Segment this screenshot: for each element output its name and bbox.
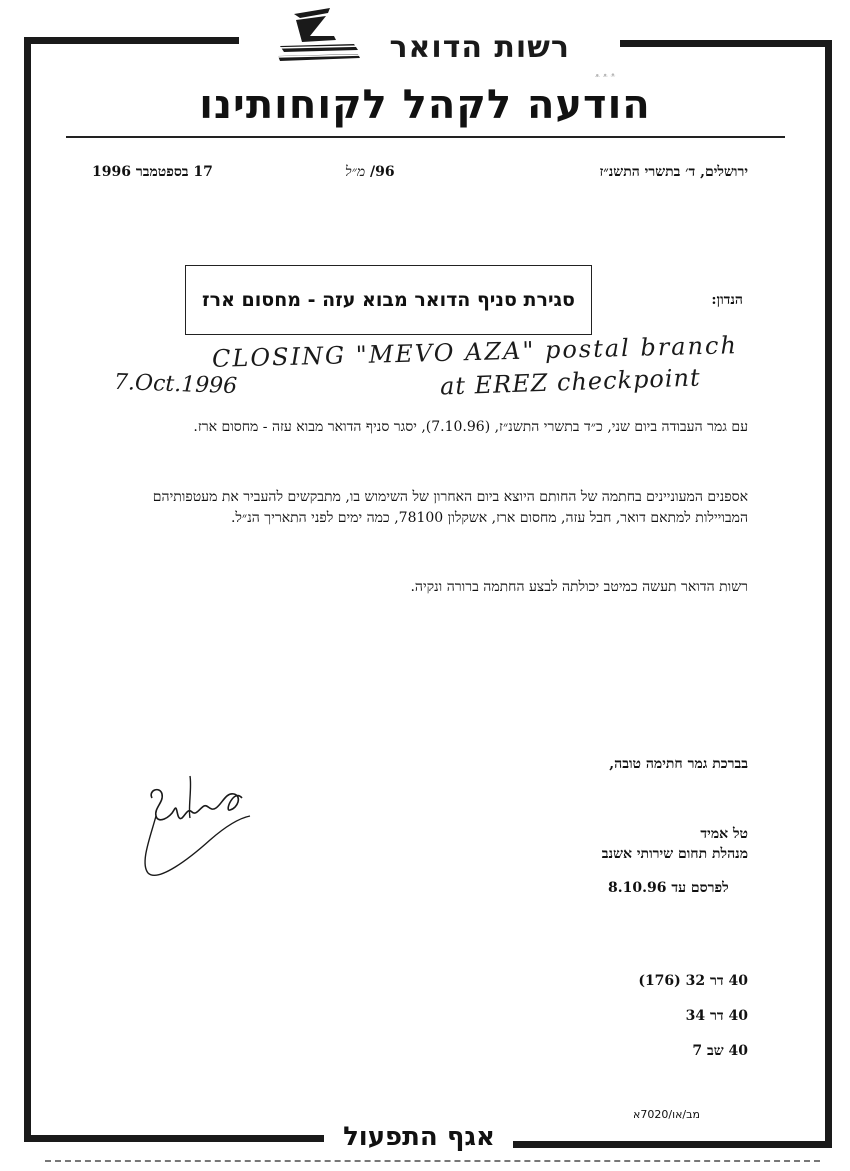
- reference-number: [345, 164, 395, 181]
- reference-number-printed: 96/: [365, 164, 395, 180]
- form-code: מב/או/7020א: [633, 1108, 700, 1121]
- signer-title: מנהלת תחום שירותי אשנב: [601, 846, 748, 862]
- handwritten-note-date: 7.Oct.1996: [113, 369, 238, 400]
- frame-border-left: [24, 37, 31, 1142]
- subject-text: סגירת סניף הדואר מבוא עזה - מחסום ארז: [202, 289, 575, 311]
- postal-authority-logo: [274, 6, 574, 70]
- publish-until: לפרסם עד 8.10.96: [608, 880, 729, 896]
- handwritten-signature: [130, 768, 280, 883]
- closing-greeting: בברכת גמר חתימה טובה,: [609, 756, 748, 772]
- frame-border-right: [825, 40, 832, 1148]
- logo-wordmark: רשות הדואר: [389, 30, 570, 65]
- subject-box: [185, 265, 592, 335]
- subject-label: הנדון:: [711, 292, 743, 308]
- faint-stamp-mark: ᵜ ᵜ ᵜ: [594, 71, 616, 84]
- handwritten-note-line-1: CLOSING "MEVO AZA" postal branch: [211, 331, 739, 373]
- title-divider: [66, 136, 785, 138]
- reference-number-handwritten: מ״ל: [345, 164, 366, 180]
- distribution-line-1: 40 דר 32 (176): [638, 973, 748, 989]
- frame-border-bottom-right: [513, 1141, 832, 1148]
- page-edge-dashed-line: [45, 1160, 820, 1162]
- page-title: הודעה לקהל לקוחותינו: [199, 82, 651, 128]
- frame-border-bottom-left: [24, 1135, 324, 1142]
- frame-border-top-left: [24, 37, 239, 44]
- body-paragraph-2: אספנים המעוניינים בחתמה של החותם היוצא ביום האחרון של השימוש בו, מתבקשים להעביר את מעטפותיהם המבויילות למתאם דואר, חבל עזה, מחסום ארז, אשקלון 78100, כמה ימים לפני התאריך הנ״ל.: [152, 489, 748, 526]
- signer-name: טל אמיד: [700, 826, 748, 842]
- gregorian-date: 17 בספטמבר 1996: [92, 164, 213, 180]
- distribution-line-2: 40 דר 34: [685, 1008, 748, 1024]
- body-paragraph-1: עם גמר העבודה ביום שני, כ״ד בתשרי התשנ״ז, (7.10.96), יסגר סניף הדואר מבוא עזה - מחסום ארז.: [193, 419, 748, 435]
- frame-border-top-right: [620, 40, 832, 47]
- distribution-line-3: 40 שב 7: [692, 1043, 748, 1059]
- footer-department: אגף התפעול: [343, 1122, 495, 1152]
- body-paragraph-3: רשות הדואר תעשה כמיטב יכולתה לבצע החתמה ברורה ונקיה.: [410, 579, 748, 595]
- handwritten-note-line-2: at EREZ checkpoint: [439, 363, 702, 401]
- place-and-hebrew-date: ירושלים, ד׳ בתשרי התשנ״ז: [599, 164, 748, 180]
